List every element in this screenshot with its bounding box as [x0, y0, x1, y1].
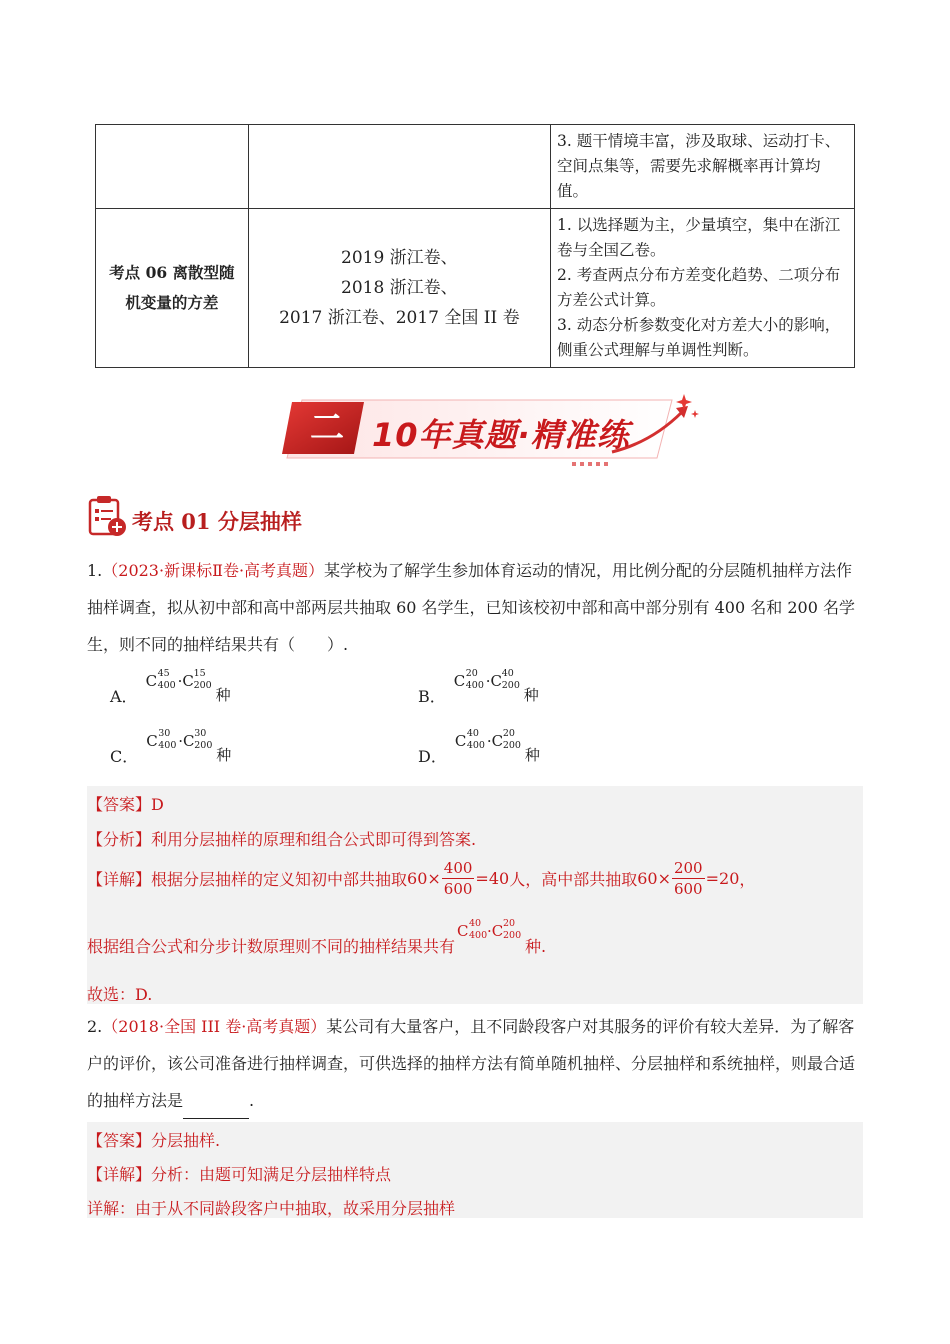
fraction: $\frac{400}{600}$: [443, 859, 473, 898]
answer-box-2: [87, 1122, 863, 1218]
banner-title: 10年真题·精准练: [372, 416, 630, 454]
conclusion-line: 故选：D.: [87, 985, 153, 1004]
combination: ·C 15 200: [177, 668, 212, 691]
combination: C 45 400: [145, 668, 176, 691]
detail-text: 【详解】根据分层抽样的定义知初中部共抽取: [87, 870, 408, 889]
detail-text: 种.: [525, 937, 547, 956]
option-b[interactable]: [418, 668, 539, 707]
detail-text: ，: [739, 870, 756, 889]
question-text: 某公司有大量客户，且不同龄段客户对其服务的评价有较大差异．为了解客户的评价，该公司准备进行抽样调查，可供选择的抽样方法有简单随机抽样、分层抽样和系统抽样，则最合适的抽样方法是: [87, 1017, 856, 1110]
question-text: 某学校为了解学生参加体育运动的情况，用比例分配的分层随机抽样方法作抽样调查，拟从初中部和高中部两层共抽取 60 名学生，已知该校初中部和高中部分别有 400 名和 200 名学生，则不同的抽样结果共有（ ）.: [87, 561, 855, 654]
analysis-line: 【分析】利用分层抽样的原理和组合公式即可得到答案.: [87, 830, 477, 849]
option-c[interactable]: [110, 728, 231, 767]
detail-line: [87, 918, 546, 957]
combination: C 30 400: [146, 728, 177, 751]
question-source: （2023·新课标Ⅱ卷·高考真题）: [102, 561, 325, 580]
combination: ·C 20 200: [487, 918, 522, 941]
notes-cell: [550, 125, 854, 209]
table-row: [96, 125, 855, 209]
clipboard-icon: [86, 494, 128, 538]
table-row: [96, 209, 855, 368]
source-line: 2019 浙江卷、: [341, 248, 458, 268]
detail-line: 详解：由于从不同龄段客户中抽取，故采用分层抽样: [87, 1199, 456, 1218]
math-text: =20: [705, 869, 740, 888]
detail-line: 【详解】分析：由题可知满足分层抽样特点: [87, 1165, 392, 1184]
option-label: A．: [110, 687, 138, 706]
notes-cell: [550, 209, 854, 368]
note: 2. 考查两点分布方差变化趋势、二项分布方差公式计算。: [556, 266, 841, 309]
note: 3. 题干情境丰富，涉及取球、运动打卡、空间点集等，需要先求解概率再计算均值。: [556, 132, 841, 200]
option-d[interactable]: [418, 728, 540, 767]
source-line: 2017 浙江卷、2017 全国 II 卷: [279, 308, 520, 328]
topic-line: 考点 06 离散型随: [109, 263, 235, 282]
option-unit: 种: [523, 686, 539, 704]
option-label: C．: [110, 747, 139, 766]
sources-cell: [248, 125, 550, 209]
detail-line: [87, 858, 755, 899]
detail-text: 人，高中部共抽取: [509, 870, 638, 889]
option-unit: 种: [216, 746, 232, 764]
topic-line: 机变量的方差: [125, 293, 219, 312]
section-banner: [272, 392, 702, 472]
question-end: .: [249, 1091, 255, 1110]
answer-box-1: [87, 786, 863, 1004]
sources-cell: [248, 209, 550, 368]
option-label: B．: [418, 687, 446, 706]
section-title: 考点 01 分层抽样: [132, 509, 302, 534]
option-a[interactable]: [110, 668, 231, 707]
combination: C 40 400: [457, 918, 488, 941]
combination: ·C 30 200: [178, 728, 213, 751]
math-text: 60×: [637, 869, 671, 888]
summary-table: [95, 124, 855, 368]
note: 3. 动态分析参数变化对方差大小的影响，侧重公式理解与单调性判断。: [556, 316, 841, 359]
math-text: 60×: [407, 869, 441, 888]
question-number: 1.: [87, 561, 103, 580]
answer-line: 【答案】D: [87, 795, 164, 814]
note: 1. 以选择题为主，少量填空，集中在浙江卷与全国乙卷。: [556, 216, 841, 259]
combination: C 40 400: [454, 728, 485, 751]
fraction: $\frac{200}{600}$: [673, 859, 703, 898]
question-2: [87, 1008, 862, 1119]
banner-number: 二: [310, 408, 344, 448]
option-unit: 种: [524, 746, 540, 764]
question-number: 2.: [87, 1017, 103, 1036]
answer-blank[interactable]: [183, 1098, 249, 1119]
topic-cell: [96, 209, 249, 368]
combination: ·C 20 200: [486, 728, 521, 751]
combination: C 20 400: [453, 668, 484, 691]
detail-text: 根据组合公式和分步计数原理则不同的抽样结果共有: [87, 937, 456, 956]
topic-cell: [96, 125, 249, 209]
answer-line: 【答案】分层抽样.: [87, 1131, 221, 1150]
source-line: 2018 浙江卷、: [341, 278, 458, 298]
math-text: =40: [475, 869, 510, 888]
option-unit: 种: [215, 686, 231, 704]
option-label: D．: [418, 747, 447, 766]
combination: ·C 40 200: [485, 668, 520, 691]
question-1: [87, 552, 862, 663]
question-source: （2018·全国 III 卷·高考真题）: [102, 1017, 327, 1036]
